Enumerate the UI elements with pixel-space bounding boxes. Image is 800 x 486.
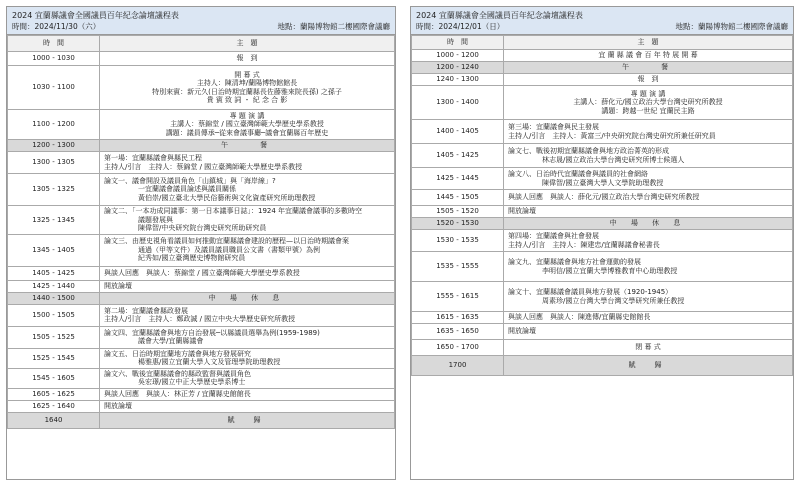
agenda-topic-line: 論文三、由歷史視角看議員如何推動宜蘭縣議會建設的歷程—以日治時期議會案 (104, 237, 349, 246)
agenda-row (412, 230, 793, 252)
agenda-row (412, 312, 793, 324)
agenda-row (412, 86, 793, 120)
agenda-date: 時間：2024/12/01（日） (416, 22, 505, 31)
agenda-topic-line: 與談人回應 與談人：蔡錦堂 / 國立臺灣師範大學歷史學系教授 (104, 268, 300, 277)
agenda-topic (504, 312, 793, 324)
agenda-topic (504, 324, 793, 340)
agenda-time: 1405 - 1425 (412, 144, 504, 168)
agenda-topic (100, 174, 395, 206)
agenda-topic-line: 主持人：陳清坤/蘭陽博物館館長 (196, 79, 298, 87)
agenda-time: 1405 - 1425 (8, 266, 100, 280)
agenda-topic-line: 專 題 演 講 (630, 89, 666, 98)
agenda-topic-line: 與談人回應 與談人：林正芳 / 宜蘭縣史館館長 (104, 389, 251, 398)
agenda-row (412, 168, 793, 190)
agenda-topic-line: 紀秀如/國立臺灣歷史博物館研究員 (138, 254, 246, 263)
agenda-day2 (410, 6, 794, 480)
agenda-time: 1700 (412, 356, 504, 376)
agenda-topic (100, 326, 395, 348)
agenda-topic (100, 152, 395, 174)
agenda-row (8, 400, 395, 412)
agenda-topic-line: 與談人回應 與談人：陳進傳/宜蘭縣史館館長 (508, 313, 651, 322)
agenda-time: 1520 - 1530 (412, 218, 504, 230)
agenda-time: 1200 - 1300 (8, 140, 100, 152)
agenda-topic (504, 120, 793, 144)
agenda-row (8, 368, 395, 388)
agenda-topic (100, 280, 395, 292)
agenda-topic-line: 講題：跨越一世紀 宜蘭民主路 (601, 106, 695, 115)
agenda-topic-line: 議題發展與 (138, 215, 173, 224)
agenda-topic-line: 論文七、戰後初期宜蘭縣議會與地方政治菁英的形成 (508, 147, 669, 155)
agenda-topic-line: 第三場：宜蘭議會與民主發展 (508, 123, 599, 131)
agenda-day2-header (411, 7, 793, 35)
agenda-time: 1615 - 1635 (412, 312, 504, 324)
agenda-topic (100, 266, 395, 280)
agenda-topic (100, 368, 395, 388)
agenda-topic-line: 報 到 (236, 54, 258, 63)
agenda-topic-line: 論文十、宜蘭縣議會議員與地方發展（1920-1945） (508, 288, 673, 296)
agenda-time: 1605 - 1625 (8, 388, 100, 400)
agenda-topic-line: 周素珍/國立台灣大學台灣文學研究所兼任教授 (542, 296, 685, 305)
agenda-time: 1425 - 1440 (8, 280, 100, 292)
agenda-time: 1640 (8, 412, 100, 428)
column-header-time: 時 間 (8, 36, 100, 52)
agenda-topic-line: 陳偉智/中央研究院台灣史研究所助研究員 (138, 224, 267, 232)
agenda-time: 1650 - 1700 (412, 340, 504, 356)
agenda-time: 1555 - 1615 (412, 282, 504, 312)
agenda-topic-line: 李明信/國立宜蘭大學博雅教育中心助理教授 (542, 266, 678, 275)
agenda-topic (100, 52, 395, 66)
agenda-day1-header (7, 7, 395, 35)
agenda-topic-line: 黃伯崇/國立臺北大學民俗藝術與文化資產研究所助理教授 (138, 193, 316, 202)
column-header-time: 時 間 (412, 36, 504, 50)
agenda-topic (504, 50, 793, 62)
agenda-topic-line: 貴 賓 致 詞 ・ 紀 念 合 影 (206, 96, 288, 104)
agenda-time: 1400 - 1405 (412, 120, 504, 144)
agenda-time: 1030 - 1100 (8, 66, 100, 110)
agenda-topic-line: 閉 幕 式 (635, 343, 661, 352)
agenda-table (411, 35, 793, 376)
agenda-topic (504, 218, 793, 230)
agenda-row (8, 110, 395, 140)
agenda-time: 1000 - 1030 (8, 52, 100, 66)
agenda-row (8, 348, 395, 368)
agenda-row (412, 74, 793, 86)
agenda-topic (100, 348, 395, 368)
agenda-time: 1535 - 1555 (412, 252, 504, 282)
agenda-topic (100, 234, 395, 266)
agenda-topic-line: 特別來賓：新元久(日治時期宜蘭縣長佐藤雅來院長孫) 之孫子 (152, 87, 342, 96)
agenda-venue: 地點：蘭陽博物館二樓國際會議廳 (675, 22, 788, 31)
agenda-topic-line: 主持人/引言 主持人：鄭政誠 / 國立中央大學歷史研究所教授 (104, 315, 296, 323)
agenda-row (412, 62, 793, 74)
agenda-topic (504, 74, 793, 86)
agenda-topic-line: 主講人：蔡錦堂 / 國立臺灣師範大學歷史學系教授 (170, 120, 324, 129)
column-header-topic: 主 題 (504, 36, 793, 50)
agenda-topic (100, 400, 395, 412)
agenda-topic-line: 論文八、日治時代宜蘭議會與議員的社會網絡 (508, 170, 648, 178)
agenda-topic-line: 一宜蘭議會議員論述與議員關係 (138, 185, 236, 194)
agenda-row (8, 174, 395, 206)
table-header-row (412, 36, 793, 50)
agenda-topic-line: 賦 歸 (227, 415, 267, 424)
agenda-topic-line: 賦 歸 (628, 361, 668, 370)
agenda-topic-line: 午 餐 (221, 141, 273, 150)
agenda-row (412, 356, 793, 376)
agenda-topic-line: 開 幕 式 (234, 70, 260, 79)
agenda-topic-line: 主講人：薛化元/國立政治大學台灣史研究所教授 (573, 98, 723, 107)
agenda-topic (504, 168, 793, 190)
agenda-row (412, 340, 793, 356)
agenda-topic-line: 報 到 (637, 75, 659, 84)
agenda-topic-line: 專 題 演 講 (229, 111, 265, 120)
agenda-time: 1100 - 1200 (8, 110, 100, 140)
agenda-topic-line: 第二場：宜蘭議會縣政發展 (104, 306, 188, 315)
agenda-row (8, 266, 395, 280)
agenda-row (8, 412, 395, 428)
agenda-time: 1530 - 1535 (412, 230, 504, 252)
agenda-topic (100, 292, 395, 304)
agenda-topic-line: 開放論壇 (104, 401, 132, 410)
agenda-row (412, 190, 793, 206)
agenda-topic (504, 230, 793, 252)
agenda-time: 1505 - 1520 (412, 206, 504, 218)
agenda-topic-line: 宜 蘭 縣 議 會 百 年 特 展 開 幕 (598, 51, 698, 60)
agenda-topic-line: 論文五、日治時期宜蘭地方議會與地方發展研究 (104, 349, 251, 358)
agenda-topic (100, 110, 395, 140)
agenda-time: 1000 - 1200 (412, 50, 504, 62)
agenda-topic (504, 206, 793, 218)
agenda-row (8, 280, 395, 292)
agenda-row (8, 292, 395, 304)
agenda-time: 1300 - 1305 (8, 152, 100, 174)
agenda-topic-line: 論文六、戰後宜蘭縣議會的縣政監督與議員角色 (104, 369, 251, 378)
agenda-time: 1525 - 1545 (8, 348, 100, 368)
agenda-title: 2024 宜蘭縣議會全國議員百年紀念論壇議程表 (12, 11, 179, 20)
agenda-table (7, 35, 395, 429)
agenda-topic (504, 282, 793, 312)
agenda-time: 1635 - 1650 (412, 324, 504, 340)
agenda-row (412, 144, 793, 168)
agenda-time: 1200 - 1240 (412, 62, 504, 74)
agenda-time: 1625 - 1640 (8, 400, 100, 412)
agenda-time: 1305 - 1325 (8, 174, 100, 206)
agenda-time: 1445 - 1505 (412, 190, 504, 206)
agenda-day1 (6, 6, 396, 480)
agenda-venue: 地點：蘭陽博物館二樓國際會議廳 (277, 22, 390, 31)
agenda-topic (100, 140, 395, 152)
agenda-title: 2024 宜蘭縣議會全國議員百年紀念論壇議程表 (416, 11, 583, 20)
column-header-topic: 主 題 (100, 36, 395, 52)
agenda-time: 1300 - 1400 (412, 86, 504, 120)
agenda-topic-line: 林志晟/國立政治大學台灣史研究所博士候選人 (542, 155, 685, 164)
agenda-time: 1440 - 1500 (8, 292, 100, 304)
agenda-row (8, 206, 395, 235)
table-header-row (8, 36, 395, 52)
agenda-topic-line: 與談人回應 與談人：薛化元/國立政治大學台灣史研究所教授 (508, 193, 700, 202)
agenda-topic (100, 412, 395, 428)
agenda-topic-line: 開放論壇 (104, 281, 132, 290)
agenda-row (412, 206, 793, 218)
agenda-topic (504, 356, 793, 376)
agenda-topic-line: 主持人/引言 主持人：陳建忠/宜蘭縣議會秘書長 (508, 240, 660, 249)
agenda-topic-line: 主持人/引言 主持人：黃富三/中央研究院台灣史研究所兼任研究員 (508, 131, 716, 140)
agenda-row (412, 324, 793, 340)
agenda-time: 1240 - 1300 (412, 74, 504, 86)
agenda-topic-line: 第四場：宜蘭議會與社會發展 (508, 232, 599, 240)
agenda-time: 1500 - 1505 (8, 304, 100, 326)
agenda-row (412, 282, 793, 312)
agenda-topic-line: 論文一、議會開設及議員角色「山鎮城」與「海岸線」? (104, 176, 276, 185)
agenda-topic (504, 86, 793, 120)
agenda-topic-line: 論文二、「一本功成同議事：第一日本議事日誌」：1924 年宜蘭議會議事的多數時空 (104, 207, 363, 215)
agenda-topic (100, 66, 395, 110)
agenda-time: 1345 - 1405 (8, 234, 100, 266)
agenda-row (412, 120, 793, 144)
agenda-date: 時間：2024/11/30（六） (12, 22, 101, 31)
agenda-topic (504, 252, 793, 282)
agenda-row (8, 304, 395, 326)
agenda-row (412, 218, 793, 230)
agenda-topic (504, 144, 793, 168)
agenda-topic-line: 吳宏璟/國立中正大學歷史學系博士 (138, 378, 246, 386)
agenda-row (8, 52, 395, 66)
agenda-row (412, 252, 793, 282)
agenda-topic-line: 開放論壇 (508, 327, 536, 336)
agenda-topic (100, 206, 395, 235)
agenda-topic (504, 340, 793, 356)
agenda-topic-line: 陳偉智/國立臺灣大學人文學院助理教授 (542, 178, 664, 187)
agenda-topic-line: 通過（甲等文件）及議員議員職員公文書（書類甲號）為例 (138, 245, 320, 254)
agenda-row (8, 388, 395, 400)
agenda-row (8, 66, 395, 110)
agenda-row (8, 234, 395, 266)
agenda-topic-line: 開放論壇 (508, 207, 536, 216)
agenda-row (8, 326, 395, 348)
agenda-topic-line: 第一場：宜蘭縣議會與縣民工程 (104, 154, 202, 162)
agenda-topic-line: 議會大學/宜蘭縣議會 (138, 337, 204, 345)
agenda-row (8, 152, 395, 174)
agenda-topic (100, 388, 395, 400)
agenda-time: 1545 - 1605 (8, 368, 100, 388)
agenda-topic-line: 中 場 休 息 (208, 293, 286, 302)
agenda-topic (504, 62, 793, 74)
agenda-row (412, 50, 793, 62)
agenda-topic-line: 楊雅惠/國立宜蘭大學人文及管理學院助理教授 (138, 358, 281, 366)
agenda-row (8, 140, 395, 152)
agenda-topic-line: 講題：議員傳承─從來會議事廳─議會宜蘭縣百年歷史 (165, 128, 329, 137)
agenda-time: 1505 - 1525 (8, 326, 100, 348)
agenda-time: 1325 - 1345 (8, 206, 100, 235)
agenda-topic (504, 190, 793, 206)
agenda-topic-line: 論文九、宜蘭縣議會與地方社會運動的發展 (508, 258, 641, 266)
agenda-topic (100, 304, 395, 326)
agenda-topic-line: 主持人/引言 主持人：蔡錦堂 / 國立臺灣師範大學歷史學系教授 (104, 162, 303, 171)
agenda-topic-line: 午 餐 (622, 63, 674, 72)
agenda-topic-line: 中 場 休 息 (609, 219, 687, 228)
agenda-topic-line: 論文四、宜蘭縣議會與地方自治發展─以縣議員選舉為例(1959-1989) (104, 328, 320, 337)
agenda-time: 1425 - 1445 (412, 168, 504, 190)
